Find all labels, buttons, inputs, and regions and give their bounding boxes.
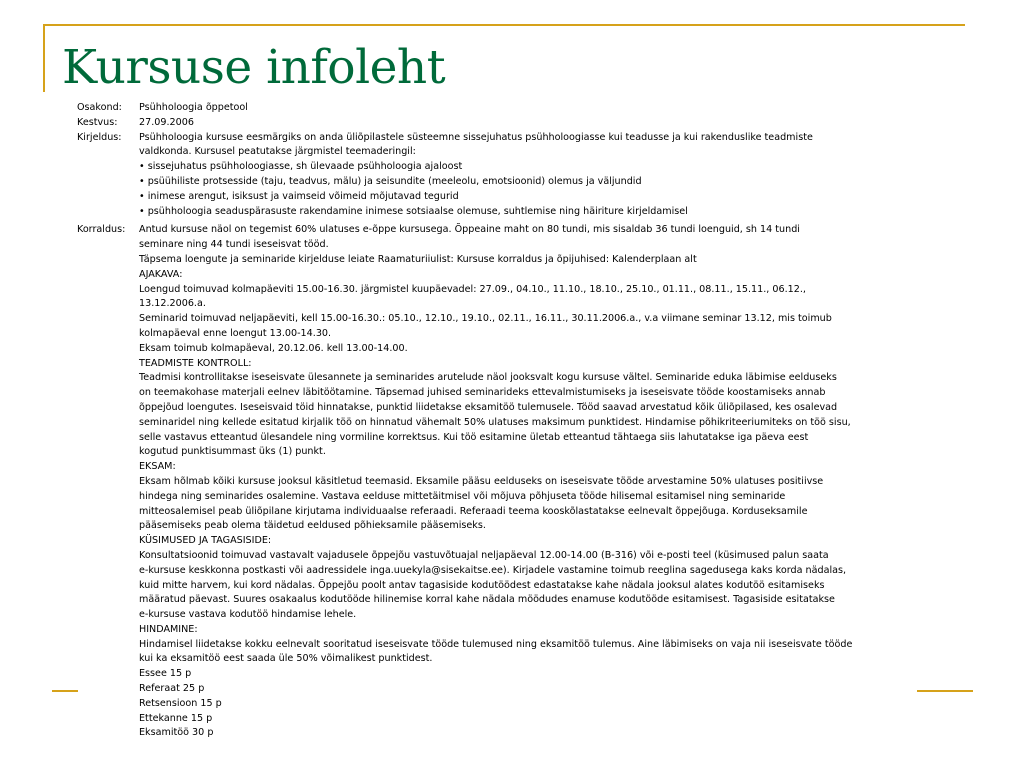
text-line: Eksamitöö 30 p xyxy=(139,727,214,739)
field-row xyxy=(77,131,923,220)
text-line: Eksam toimub kolmapäeval, 20.12.06. kell 13.00-14.00. xyxy=(139,342,408,354)
field-value xyxy=(139,101,923,116)
text-line: Hindamisel liidetakse kokku eelnevalt sooritatud iseseisvate tööde tulemused ning eksamitöö tulemus. Aine läbimiseks on vaja nii iseseisvate tööde xyxy=(139,638,853,650)
text-line: Essee 15 p xyxy=(139,668,192,680)
bottom-right-rule xyxy=(917,690,973,692)
text-line: Psühholoogia kursuse eesmärgiks on anda üliõpilastele süsteemne sissejuhatus psühholoogiasse kui teadusse ja kui rakenduslike teadmiste xyxy=(139,131,813,143)
text-line: Seminarid toimuvad neljapäeviti, kell 15.00-16.30.: 05.10., 12.10., 19.10., 02.11., 16.11., 30.11.2006.a., v.a viimane seminar 13.12, mis toimub xyxy=(139,313,832,325)
text-line: Referaat 25 p xyxy=(139,683,205,695)
field-row xyxy=(77,116,923,131)
bottom-left-rule xyxy=(52,690,78,692)
field-value xyxy=(139,223,923,741)
text-line: mitteosalemisel peab üliõpilane kirjutama individuaalse referaadi. Referaadi teema kooskõlastatakse eelnevalt õppejõuga. Korduseksamile xyxy=(139,505,808,517)
field-value xyxy=(139,131,923,220)
text-line: KÜSIMUSED JA TAGASISIDE: xyxy=(139,535,272,547)
text-line: Psühholoogia õppetool xyxy=(139,102,248,113)
text-line: Ettekanne 15 p xyxy=(139,712,213,724)
text-line: Antud kursuse näol on tegemist 60% ulatuses e-õppe kursusega. Õppeaine maht on 80 tundi, mis sisaldab 36 tundi loenguid, sh 14 tundi xyxy=(139,224,800,236)
text-line: kuid mitte harvem, kui kord nädalas. Õppejõu poolt antav tagasiside kodutöödest edastatakse kahe nädala jooksul alates kodutöö esitamiseks xyxy=(139,579,825,591)
text-line: Täpsema loengute ja seminaride kirjelduse leiate Raamaturiiulist: Kursuse korraldus ja õpijuhised: Kalenderplaan alt xyxy=(139,253,697,265)
text-line: Teadmisi kontrollitakse iseseisvate ülesannete ja seminarides arutelude näol jooksvalt kogu kursuse vältel. Seminaride eduka läbimise eelduseks xyxy=(139,372,837,384)
page-title: Kursuse infoleht xyxy=(62,40,446,95)
text-line: Eksam hõlmab kõiki kursuse jooksul käsitletud teemasid. Eksamile pääsu eelduseks on iseseisvate tööde arvestamine 50% ulatuses positiivse xyxy=(139,475,824,487)
text-line: määratud päevast. Suures osakaalus kodutööde hilinemise korral kahe nädala möödudes enamuse kodutööde esitamisest. Tagasiside esitatakse xyxy=(139,594,835,606)
text-line: 13.12.2006.a. xyxy=(139,298,206,310)
top-rule xyxy=(43,24,965,26)
field-row xyxy=(77,101,923,116)
course-info-sheet xyxy=(77,101,923,741)
text-line: e-kursuse keskkonna postkasti või aadressidele inga.uuekyla@sisekaitse.ee). Kirjadele vastamine toimub reeglina sagedusega kaks korda nädalas, xyxy=(139,564,847,576)
text-line: õppejõud loengutes. Iseseisvaid töid hinnatakse, punktid liidetakse eksamitöö tulemusele. Tööd saavad arvestatud kõik üliõpilased, kes osalevad xyxy=(139,401,838,413)
text-line: • psühholoogia seaduspärasuste rakendamine inimese sotsiaalse olemuse, suhtlemise ning häiriture kirjeldamisel xyxy=(139,205,688,217)
text-line: HINDAMINE: xyxy=(139,623,198,635)
text-line: Konsultatsioonid toimuvad vastavalt vajadusele õppejõu vastuvõtuajal neljapäeval 12.00-14.00 (B-316) või e-posti teel (küsimused palun saata xyxy=(139,549,829,561)
text-line: 27.09.2006 xyxy=(139,116,194,128)
text-line: • inimese arengut, isiksust ja vaimseid võimeid mõjutavad tegurid xyxy=(139,190,459,202)
text-line: hindega ning seminarides osalemine. Vastava eelduse mittetäitmisel või mõjuva põhjuseta tööde hilisemal esitamisel ning seminaride xyxy=(139,490,786,502)
text-line: • sissejuhatus psühholoogiasse, sh ülevaade psühholoogia ajaloost xyxy=(139,161,463,173)
text-line: • psüühiliste protsesside (taju, teadvus, mälu) ja seisundite (meeleolu, emotsioonid) olemus ja väljundid xyxy=(139,175,642,187)
text-line: seminaridel ning kellede esitatud kirjalik töö on hinnatud vähemalt 50% ulatuses maksimum punktidest. Hindamise põhikriteeriumiteks on töö sisu, xyxy=(139,416,851,428)
field-label: Kirjeldus: xyxy=(77,131,122,143)
text-line: on teemakohase materjali eelnev läbitöötamine. Täpsemad juhised seminarideks ettevalmistumiseks ja iseseisvate tööde koostamiseks annab xyxy=(139,387,826,399)
text-line: seminare ning 44 tundi iseseisvat tööd. xyxy=(139,239,329,251)
text-line: selle vastavus etteantud ülesandele ning vormiline korrektsus. Kui töö esitamine ületab etteantud tähtaega siis lahutatakse iga päeva eest xyxy=(139,431,809,443)
field-label: Osakond: xyxy=(77,102,122,113)
text-line: kui ka eksamitöö eest saada üle 50% võimalikest punktidest. xyxy=(139,653,433,665)
text-line: AJAKAVA: xyxy=(139,268,183,280)
text-line: Loengud toimuvad kolmapäeviti 15.00-16.30. järgmistel kuupäevadel: 27.09., 04.10., 11.10., 18.10., 25.10., 01.11., 08.11., 15.11., 06.12., xyxy=(139,283,806,295)
text-line: Retsensioon 15 p xyxy=(139,697,222,709)
field-label: Kestvus: xyxy=(77,116,118,128)
text-line: kogutud punktisummast üks (1) punkt. xyxy=(139,446,326,458)
field-value xyxy=(139,116,923,131)
field-row xyxy=(77,223,923,741)
left-rule xyxy=(43,24,45,92)
field-label: Korraldus: xyxy=(77,224,126,236)
text-line: TEADMISTE KONTROLL: xyxy=(139,357,252,369)
text-line: e-kursuse vastava kodutöö hindamise lehele. xyxy=(139,609,357,621)
text-line: kolmapäeval enne loengut 13.00-14.30. xyxy=(139,327,332,339)
text-line: pääsemiseks peab olema täidetud eeldused põhieksamile pääsemiseks. xyxy=(139,520,486,532)
text-line: EKSAM: xyxy=(139,461,176,473)
text-line: valdkonda. Kursusel peatutakse järgmistel teemaderingil: xyxy=(139,146,416,158)
